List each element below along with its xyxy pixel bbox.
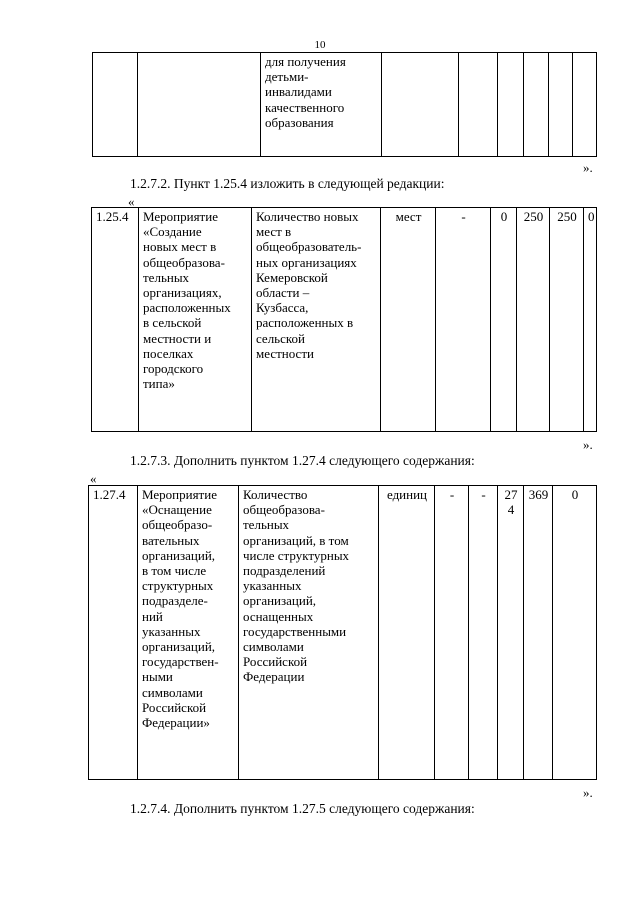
cell-indicator: Количество новых мест в общеобразователь- ных организациях Кемеровской области – Кузбасса, расположенных в сельской местности	[252, 208, 381, 432]
cell-event: Мероприятие «Оснащение общеобразо- вательных организаций, в том числе структурных подразделе- ний указанных организаций, государствен- ными символами Российской Федерации»	[138, 486, 239, 780]
paragraph-1-2-7-4: 1.2.7.4. Дополнить пунктом 1.27.5 следующего содержания:	[130, 801, 475, 816]
cell-value: 369	[524, 486, 553, 780]
closing-quote-mark: ».	[583, 437, 593, 452]
cell-value: 0	[553, 486, 597, 780]
cell-empty	[549, 53, 573, 157]
page-number: 10	[314, 39, 326, 51]
table-fragment-top	[92, 52, 597, 157]
cell-event: Мероприятие «Создание новых мест в общеобразова- тельных организациях, расположенных в сельской местности и поселках городского типа»	[139, 208, 252, 432]
cell-unit: мест	[381, 208, 436, 432]
cell-value: 0	[584, 208, 597, 432]
cell-empty	[138, 53, 261, 157]
cell-value: 0	[491, 208, 517, 432]
cell-indicator: Количество общеобразова- тельных организаций, в том числе структурных подразделений указанных организаций, оснащенных государственными символами Российской Федерации	[239, 486, 379, 780]
opening-quote-mark: «	[90, 471, 97, 486]
cell-value: -	[435, 486, 469, 780]
cell-value: 250	[550, 208, 584, 432]
table-item-1-27-4	[88, 485, 597, 780]
cell-empty	[459, 53, 498, 157]
cell-empty	[573, 53, 597, 157]
cell-item-code: 1.25.4	[92, 208, 139, 432]
cell-empty	[524, 53, 549, 157]
closing-quote-mark: ».	[583, 160, 593, 175]
cell-value: -	[469, 486, 498, 780]
cell-empty	[93, 53, 138, 157]
opening-quote-mark: «	[128, 194, 135, 209]
cell-fragment-text: для получения детьми- инвалидами качественного образования	[261, 53, 382, 157]
cell-value: 274	[498, 486, 524, 780]
cell-unit: единиц	[379, 486, 435, 780]
cell-item-code: 1.27.4	[89, 486, 138, 780]
paragraph-1-2-7-3: 1.2.7.3. Дополнить пунктом 1.27.4 следующего содержания:	[130, 453, 475, 468]
cell-value: -	[436, 208, 491, 432]
cell-empty	[498, 53, 524, 157]
paragraph-1-2-7-2: 1.2.7.2. Пункт 1.25.4 изложить в следующей редакции:	[130, 176, 445, 191]
cell-empty	[382, 53, 459, 157]
cell-value: 250	[517, 208, 550, 432]
closing-quote-mark: ».	[583, 785, 593, 800]
table-item-1-25-4	[91, 207, 597, 432]
